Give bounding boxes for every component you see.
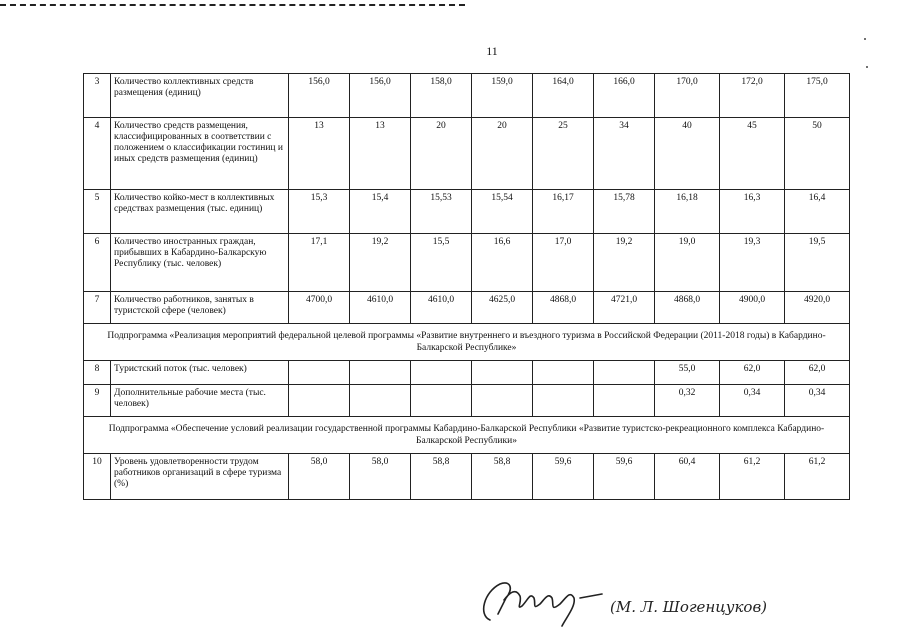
row-number: 8 (84, 361, 111, 385)
indicator-name: Количество коллективных средств размещения (единиц) (111, 74, 289, 118)
indicator-value: 4610,0 (411, 292, 472, 324)
row-number: 6 (84, 234, 111, 292)
indicator-value: 19,2 (350, 234, 411, 292)
indicator-value (289, 385, 350, 417)
indicator-value: 13 (350, 118, 411, 190)
indicator-name: Дополнительные рабочие места (тыс. человек) (111, 385, 289, 417)
indicator-value: 4721,0 (594, 292, 655, 324)
indicator-value: 13 (289, 118, 350, 190)
table-row (84, 190, 850, 234)
indicator-value: 16,6 (472, 234, 533, 292)
indicator-value: 19,5 (785, 234, 850, 292)
indicator-name: Количество работников, занятых в туристской сфере (человек) (111, 292, 289, 324)
indicator-name: Количество средств размещения, классифицированных в соответствии с положением о классификации гостиниц и иных средств размещения (единиц) (111, 118, 289, 190)
indicator-value: 4900,0 (720, 292, 785, 324)
table-row (84, 118, 850, 190)
section-row (84, 417, 850, 454)
table-row (84, 234, 850, 292)
indicator-value: 4920,0 (785, 292, 850, 324)
page-number: 11 (486, 44, 498, 58)
indicator-value: 16,4 (785, 190, 850, 234)
subprogram-title-1: Подпрограмма «Реализация мероприятий федеральной целевой программы «Развитие внутреннего и въездного туризма в Российской Федерации (2011-2018 годы) в Кабардино-Балкарской Республике» (84, 324, 850, 361)
indicator-value: 166,0 (594, 74, 655, 118)
indicator-name: Количество иностранных граждан, прибывших в Кабардино-Балкарскую Республику (тыс. человек) (111, 234, 289, 292)
indicator-value: 16,3 (720, 190, 785, 234)
indicator-value (594, 361, 655, 385)
indicator-value: 15,54 (472, 190, 533, 234)
indicator-value: 175,0 (785, 74, 850, 118)
indicator-value: 164,0 (533, 74, 594, 118)
indicator-value (594, 385, 655, 417)
indicator-value: 4625,0 (472, 292, 533, 324)
indicator-value: 59,6 (594, 454, 655, 500)
indicator-value: 15,53 (411, 190, 472, 234)
indicator-table (83, 73, 850, 500)
subprogram-title-2: Подпрограмма «Обеспечение условий реализации государственной программы Кабардино-Балкарской Республики «Развитие туристско-рекреационного комплекса Кабардино-Балкарской Республики» (84, 417, 850, 454)
indicator-value: 16,17 (533, 190, 594, 234)
indicator-value (350, 361, 411, 385)
indicator-value: 15,4 (350, 190, 411, 234)
indicator-value (533, 385, 594, 417)
indicator-value (472, 361, 533, 385)
row-number: 7 (84, 292, 111, 324)
indicator-value (411, 385, 472, 417)
indicator-value: 34 (594, 118, 655, 190)
indicator-value: 58,8 (411, 454, 472, 500)
table-row (84, 361, 850, 385)
indicator-value: 158,0 (411, 74, 472, 118)
row-number: 5 (84, 190, 111, 234)
indicator-value: 0,34 (720, 385, 785, 417)
indicator-value (533, 361, 594, 385)
indicator-value: 16,18 (655, 190, 720, 234)
row-number: 4 (84, 118, 111, 190)
indicator-value: 15,5 (411, 234, 472, 292)
table-row (84, 385, 850, 417)
indicator-name: Количество койко-мест в коллективных средствах размещения (тыс. единиц) (111, 190, 289, 234)
indicator-value: 58,0 (289, 454, 350, 500)
header-rule (0, 0, 465, 6)
scan-dot (864, 38, 866, 40)
indicator-value: 4868,0 (655, 292, 720, 324)
indicator-value: 159,0 (472, 74, 533, 118)
indicator-value: 19,3 (720, 234, 785, 292)
indicator-value (472, 385, 533, 417)
indicator-value: 58,0 (350, 454, 411, 500)
indicator-value: 60,4 (655, 454, 720, 500)
row-number: 9 (84, 385, 111, 417)
indicator-value: 62,0 (720, 361, 785, 385)
indicator-value (411, 361, 472, 385)
indicator-value: 156,0 (289, 74, 350, 118)
row-number: 3 (84, 74, 111, 118)
row-number: 10 (84, 454, 111, 500)
indicator-value: 19,0 (655, 234, 720, 292)
indicator-value: 4610,0 (350, 292, 411, 324)
indicator-value: 25 (533, 118, 594, 190)
indicator-value: 55,0 (655, 361, 720, 385)
indicator-value: 20 (472, 118, 533, 190)
indicator-name: Уровень удовлетворенности трудом работников организаций в сфере туризма (%) (111, 454, 289, 500)
signature-name: (М. Л. Шогенцуков) (610, 598, 768, 616)
indicator-value (289, 361, 350, 385)
indicator-value: 15,78 (594, 190, 655, 234)
indicator-value: 61,2 (720, 454, 785, 500)
indicator-value: 172,0 (720, 74, 785, 118)
table-row (84, 292, 850, 324)
scan-dot (866, 66, 868, 68)
indicator-value: 15,3 (289, 190, 350, 234)
indicator-value: 17,1 (289, 234, 350, 292)
indicator-value: 40 (655, 118, 720, 190)
indicator-name: Туристский поток (тыс. человек) (111, 361, 289, 385)
indicator-value: 62,0 (785, 361, 850, 385)
indicator-value: 50 (785, 118, 850, 190)
indicator-value: 59,6 (533, 454, 594, 500)
indicator-value: 17,0 (533, 234, 594, 292)
indicator-value: 4868,0 (533, 292, 594, 324)
indicator-value: 58,8 (472, 454, 533, 500)
indicator-value: 0,34 (785, 385, 850, 417)
indicator-value: 61,2 (785, 454, 850, 500)
indicator-value: 170,0 (655, 74, 720, 118)
indicator-value: 0,32 (655, 385, 720, 417)
section-row (84, 324, 850, 361)
indicator-value: 156,0 (350, 74, 411, 118)
indicator-value: 45 (720, 118, 785, 190)
indicator-value: 19,2 (594, 234, 655, 292)
indicator-value: 4700,0 (289, 292, 350, 324)
indicator-value (350, 385, 411, 417)
table-row (84, 74, 850, 118)
table-row (84, 454, 850, 500)
indicator-value: 20 (411, 118, 472, 190)
